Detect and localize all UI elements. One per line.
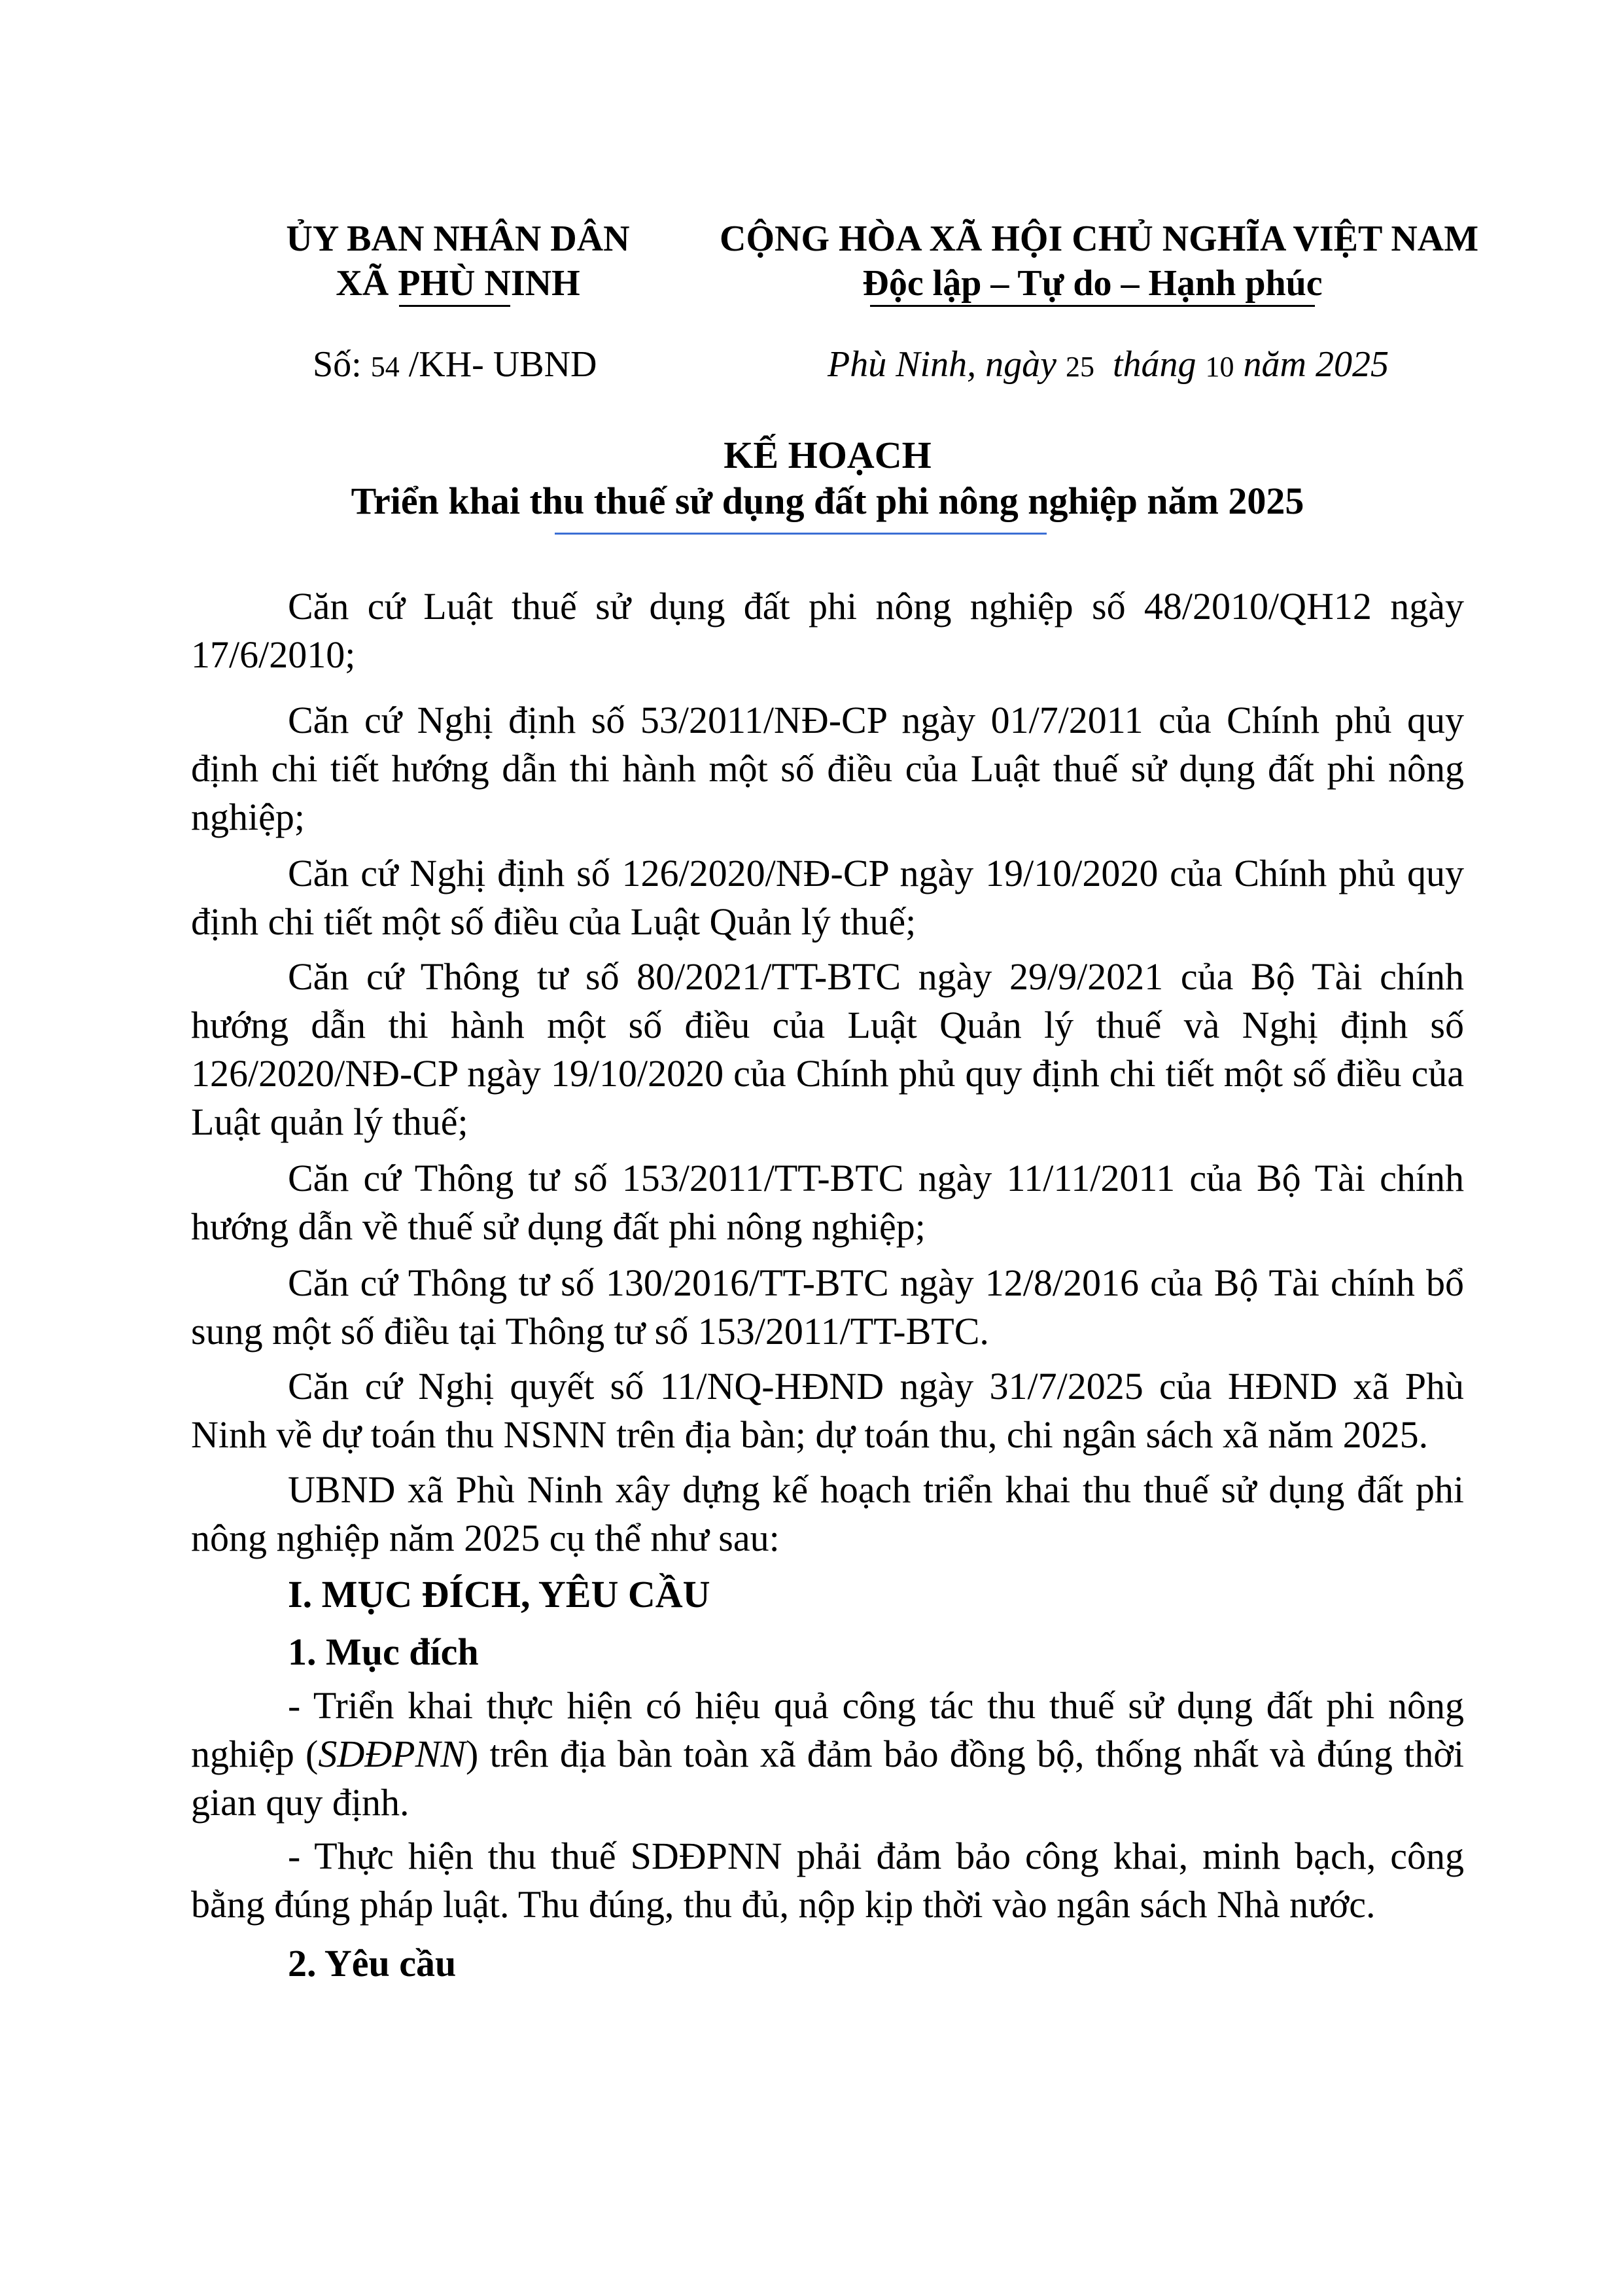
date-month-label: tháng [1112,344,1196,385]
paragraph-legal-basis-5: Căn cứ Thông tư số 153/2011/TT-BTC ngày 11/11/2011 của Bộ Tài chính hướng dẫn về thuế sử dụng đất phi nông nghiệp; [191,1157,1464,1248]
subsection-heading-2: 2. Yêu cầu [288,1942,457,1985]
subsection-heading-1: 1. Mục đích [288,1631,479,1673]
date-year: năm 2025 [1243,344,1389,385]
number-prefix: Số: [313,344,362,385]
date-day: 25 [1065,351,1094,383]
document-subtitle: Triển khai thu thuế sử dụng đất phi nông nghiệp năm 2025 [351,480,1304,522]
motto-underline [870,305,1315,307]
paragraph-legal-basis-2: Căn cứ Nghị định số 53/2011/NĐ-CP ngày 01/7/2011 của Chính phủ quy định chi tiết hướng dẫn thi hành một số điều của Luật thuế sử dụng đất phi nông nghiệp; [191,699,1464,838]
section-heading-1: I. MỤC ĐÍCH, YÊU CẦU [288,1573,710,1616]
document-number [313,342,597,390]
bullet-purpose-2: - Thực hiện thu thuế SDĐPNN phải đảm bảo công khai, minh bạch, công bằng đúng pháp luật. Thu đúng, thu đủ, nộp kịp thời vào ngân sách Nhà nước. [191,1835,1464,1926]
paragraph-legal-basis-7: Căn cứ Nghị quyết số 11/NQ-HĐND ngày 31/7/2025 của HĐND xã Phù Ninh về dự toán thu NSNN trên địa bàn; dự toán thu, chi ngân sách xã năm 2025. [191,1365,1464,1456]
bullet-1-text-start: - Triển khai thực hiện có hiệu quả công tác thu thuế sử dụng đất phi nông nghiệp ( [191,1684,1464,1775]
document-title: KẾ HOẠCH [724,434,932,476]
bullet-1-text-end: ) trên địa bàn toàn xã đảm bảo đồng bộ, thống nhất và đúng thời gian quy định. [191,1733,1465,1824]
paragraph-legal-basis-3: Căn cứ Nghị định số 126/2020/NĐ-CP ngày 19/10/2020 của Chính phủ quy định chi tiết một số điều của Luật Quản lý thuế; [191,852,1464,943]
org-subname: XÃ PHÙ NINH [336,263,580,304]
paragraph-legal-basis-1: Căn cứ Luật thuế sử dụng đất phi nông nghiệp số 48/2010/QH12 ngày 17/6/2010; [191,585,1464,676]
document-date [828,342,1389,390]
title-underline [555,533,1047,535]
paragraph-intro: UBND xã Phù Ninh xây dựng kế hoạch triển khai thu thuế sử dụng đất phi nông nghiệp năm 2025 cụ thể như sau: [191,1468,1464,1559]
number-value: 54 [370,351,400,383]
org-name: ỦY BAN NHÂN DÂN [286,219,630,259]
paragraph-legal-basis-4: Căn cứ Thông tư số 80/2021/TT-BTC ngày 29/9/2021 của Bộ Tài chính hướng dẫn thi hành một số điều của Luật Quản lý thuế và Nghị định số 126/2020/NĐ-CP ngày 19/10/2020 của Chính phủ quy định chi tiết một số điều của Luật quản lý thuế; [191,955,1464,1143]
number-suffix: /KH- UBND [408,344,597,385]
nation-motto: Độc lập – Tự do – Hạnh phúc [862,263,1323,304]
date-place: Phù Ninh, ngày [828,344,1056,385]
date-month: 10 [1205,351,1234,383]
bullet-1-abbreviation: SDĐPNN [318,1733,466,1775]
nation-title: CỘNG HÒA XÃ HỘI CHỦ NGHĨA VIỆT NAM [720,219,1479,259]
paragraph-legal-basis-6: Căn cứ Thông tư số 130/2016/TT-BTC ngày 12/8/2016 của Bộ Tài chính bổ sung một số điều tại Thông tư số 153/2011/TT-BTC. [191,1262,1464,1352]
bullet-purpose-1 [191,1682,1464,1827]
org-underline [399,305,510,307]
